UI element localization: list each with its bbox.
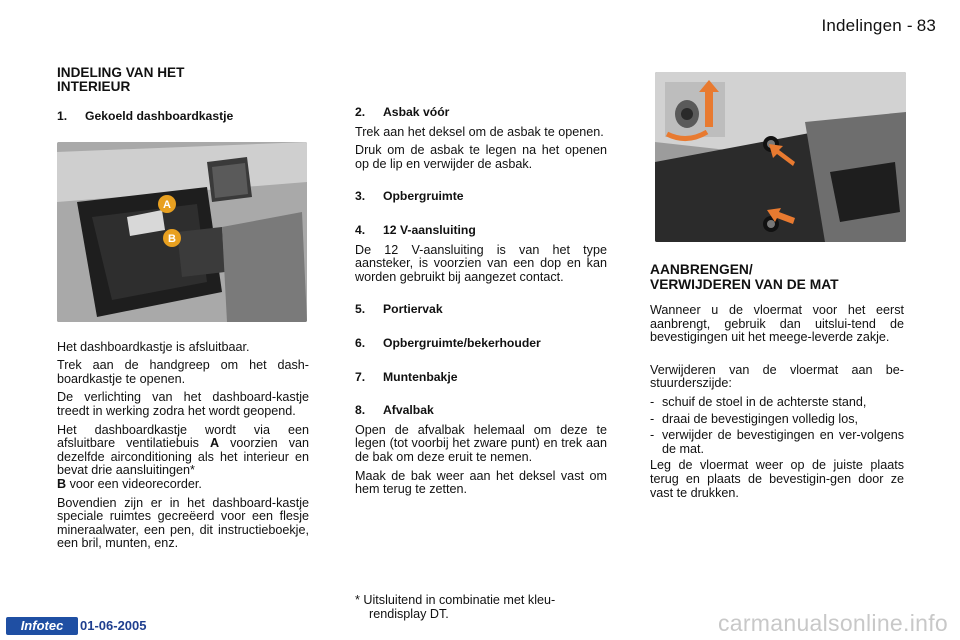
item-cupholder-heading: 6. Opbergruimte/bekerhouder [355,335,541,350]
footnote: * Uitsluitend in combinatie met kleu- rendisplay DT. [355,593,556,621]
label-a: A [163,198,171,211]
glovebox-p5: Bovendien zijn er in het dashboard-kastje speciale ruimtes gecreëerd voor een flesje mineraalwater, een pen, dit instructieboekje, een bril, munten, enz. [57,495,309,551]
bin-p1: Open de afvalbak helemaal om deze te legen (tot voorbij het zware punt) en trek aan de bak om deze eruit te nemen. [355,422,607,464]
edition-date: 01-06-2005 [80,618,147,633]
column-storage-items [355,106,607,502]
list-item: - schuif de stoel in de achterste stand, [650,396,904,410]
mat-p3: Leg de vloermat weer op de juiste plaats terug en plaats de bevestigin-gen door ze vast te drukken. [650,458,904,500]
ashtray-p2: Druk om de asbak te legen na het openen op de lip en verwijder de asbak. [355,143,607,171]
glovebox-p2: Trek aan de handgreep om het dash-boardkastje te openen. [57,358,309,386]
bin-p2: Maak de bak weer aan het deksel vast om hem terug te zetten. [355,468,607,497]
page-number: 83 [916,16,936,35]
ashtray-p1: Trek aan het deksel om de asbak te openen. [355,124,604,139]
item-ashtray-heading: 2. Asbak vóór [355,105,450,119]
chapter-title: Indelingen - [821,16,913,35]
floor-mat-illustration [655,72,906,242]
section-title-floor-mat: AANBRENGEN/ VERWIJDEREN VAN DE MAT [650,262,839,292]
socket-p1: De 12 V-aansluiting is van het type aansteker, is voorzien van een dop en kan worden gebruikt bij aangezet contact. [355,242,607,284]
item-storage-heading: 3. Opbergruimte [355,189,464,204]
mat-p1: Wanneer u de vloermat voor het eerst aanbrengt, gebruik dan uitslui-tend de bevestigingen uit het meege-leverde zakje. [650,303,904,345]
label-b: B [168,232,176,245]
item-glovebox-heading: 1. Gekoeld dashboardkastje [57,109,234,123]
item-12v-heading: 4. 12 V-aansluiting [355,222,476,237]
glovebox-illustration [57,142,307,322]
section-title-interior: INDELING VAN HET INTERIEUR [57,65,185,94]
page-header [821,16,936,36]
infotec-logo: Infotec [6,617,78,635]
mat-p2: Verwijderen van de vloermat aan be-stuurderszijde: [650,362,904,391]
glovebox-p1: Het dashboardkastje is afsluitbaar. [57,339,250,354]
floor-mat-photo [655,72,906,242]
list-item: - verwijder de bevestigingen en ver-volgens de mat. [650,429,904,456]
glovebox-p4: Het dashboardkastje wordt via een afsluitbare ventilatiebuis A voorzien van dezelfde airconditioning als het interieur en bevat drie aansluitingen* B voor een videorecorder. [57,422,309,491]
mat-removal-steps [650,396,904,456]
list-item: - draai de bevestigingen volledig los, [650,413,904,427]
glovebox-p3: De verlichting van het dashboard-kastje treedt in werking zodra het wordt geopend. [57,390,309,418]
item-door-pocket-heading: 5. Portiervak [355,302,443,317]
column-floor-mat [650,262,904,505]
item-coin-tray-heading: 7. Muntenbakje [355,369,458,384]
glovebox-photo [57,142,307,322]
watermark: carmanualsonline.info [717,610,948,636]
column-interior-layout [57,66,309,556]
item-bin-heading: 8. Afvalbak [355,403,434,418]
